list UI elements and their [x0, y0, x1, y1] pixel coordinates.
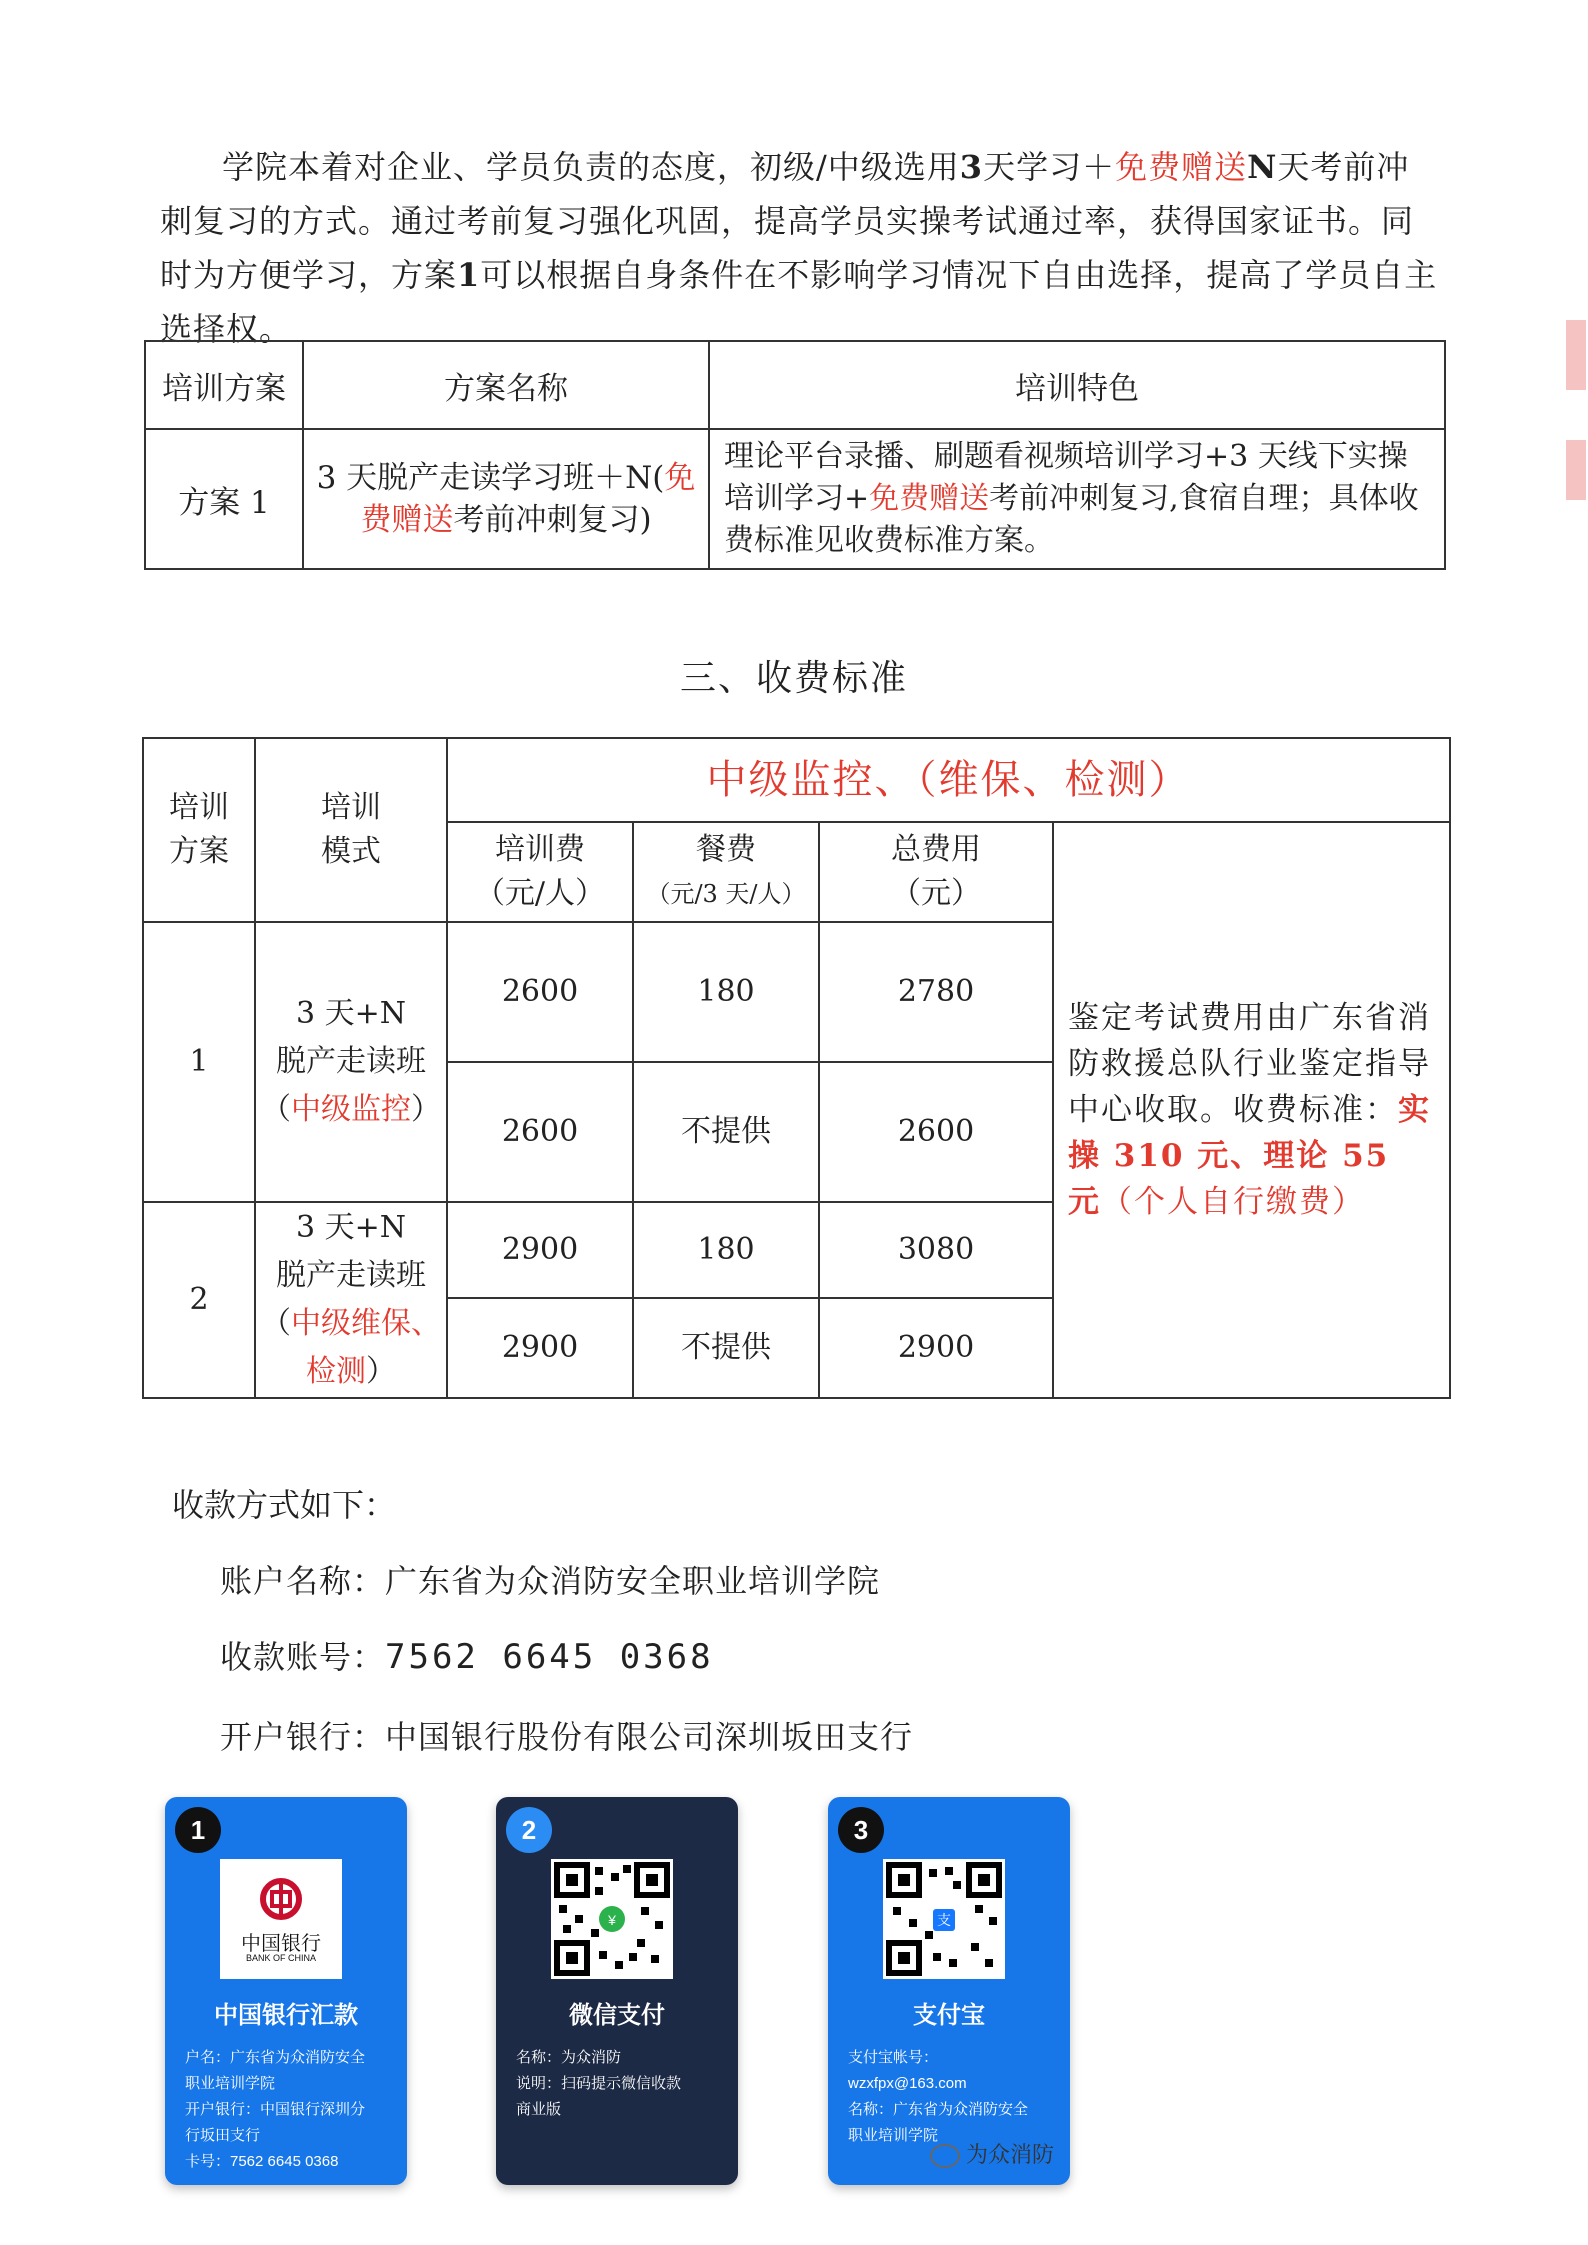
card-number-badge: 2: [506, 1807, 552, 1853]
card-number-badge: 1: [175, 1807, 221, 1853]
card-title: 中国银行汇款: [214, 2002, 358, 2029]
plan-table: [144, 340, 1446, 570]
fee-group-title: 中级监控、（维保、检测）: [447, 738, 1450, 822]
fee-row-plan: 1: [143, 922, 255, 1202]
svg-text:¥: ¥: [608, 1912, 616, 1928]
intro-text: 可以根据自身条件在不影响学习情况下自由选择，提高了学员自主选择权。: [160, 256, 1438, 348]
meal-cell: 180: [633, 1202, 819, 1298]
alipay-card: [828, 1797, 1070, 2185]
total-cell: 3080: [819, 1202, 1053, 1298]
fee-header-mode: 培训模式: [255, 738, 447, 922]
card-number-badge: 3: [838, 1807, 884, 1853]
plan-name-text: 考前冲刺复习): [453, 502, 652, 538]
fee-row-plan: 2: [143, 1202, 255, 1398]
intro-paragraph: [160, 140, 1440, 356]
section-title: 三、收费标准: [679, 658, 908, 699]
plan-feature-cell: [709, 429, 1445, 569]
meal-cell: 不提供: [633, 1062, 819, 1202]
account-name-line: 账户名称：广东省为众消防安全职业培训学院: [220, 1562, 881, 1600]
fee-row-mode: 3 天+N 脱产走读班 （中级监控）: [255, 922, 447, 1202]
fee-cell: 2900: [447, 1202, 633, 1298]
card-title: 支付宝: [913, 2002, 985, 2029]
plan-feature-text: 考前冲刺复习,食宿自理；具体收费标准见收费标准方案。: [724, 481, 1419, 558]
plan-feature-text: 理论平台录播、刷题看视频培训学习+3 天线下实操培训学习+: [724, 439, 1408, 516]
intro-text: N: [1247, 148, 1278, 186]
fee-table: [142, 737, 1451, 1399]
intro-text: 学院本着对企业、学员负责的态度，初级/中级选用: [222, 148, 960, 186]
card-title: 微信支付: [569, 2002, 665, 2029]
account-number-line: 收款账号：7562 6645 0368: [220, 1637, 714, 1677]
svg-text:支: 支: [937, 1912, 951, 1928]
fee-header-plan: 培训方案: [143, 738, 255, 922]
meal-cell: 180: [633, 922, 819, 1062]
fee-cell: 2600: [447, 1062, 633, 1202]
plan-feature-highlight: 免费赠送: [869, 481, 990, 516]
wechat-icon: [930, 2144, 960, 2168]
bank-transfer-card: [165, 1797, 407, 2185]
plan-name-text: 3 天脱产走读学习班＋N(: [316, 460, 665, 496]
fee-row-mode: 3 天+N 脱产走读班 （中级维保、检测）: [255, 1202, 447, 1398]
wechat-watermark: 为众消防: [930, 2138, 1054, 2169]
total-cell: 2900: [819, 1298, 1053, 1398]
total-cell: 2780: [819, 922, 1053, 1062]
total-cell: 2600: [819, 1062, 1053, 1202]
alipay-qr-code-icon: [883, 1859, 1005, 1979]
fee-cell: 2600: [447, 922, 633, 1062]
intro-text: 1: [457, 256, 481, 294]
plan-name-highlight: 免费赠送: [360, 460, 696, 538]
plan-table-header: 培训方案: [145, 341, 303, 429]
intro-text: 天考前冲刺复习的方式。通过考前复习强化巩固，提高学员实操考试通过率，获得国家证书。同时为方便学习，方案: [160, 148, 1415, 294]
fee-header-meal: 餐费 （元/3 天/人）: [633, 822, 819, 922]
intro-text: 3: [959, 148, 984, 186]
fee-cell: 2900: [447, 1298, 633, 1398]
fee-header-fee: 培训费 （元/人）: [447, 822, 633, 922]
fee-note: 鉴定考试费用由广东省消防救援总队行业鉴定指导中心收取。收费标准：实操 310 元、理论 55 元（个人自行缴费）: [1053, 822, 1450, 1398]
plan-name-cell: [303, 429, 709, 569]
stamp-fragment: [1566, 320, 1586, 390]
plan-table-header: 培训特色: [709, 341, 1445, 429]
bank-line: 开户银行：中国银行股份有限公司深圳坂田支行: [220, 1718, 914, 1756]
intro-text: 天学习＋: [983, 148, 1116, 186]
plan-cell: 方案 1: [145, 429, 303, 569]
stamp-fragment: [1566, 440, 1586, 500]
card-info: 户名：广东省为众消防安全 职业培训学院 开户银行：中国银行深圳分 行坂田支行 卡号：7562 6645 0368: [185, 2049, 366, 2170]
wechat-qr-code-icon: [551, 1859, 673, 1979]
intro-highlight: 免费赠送: [1115, 148, 1248, 186]
card-info: 支付宝帐号： wzxfpx@163.com 名称：广东省为众消防安全 职业培训学院: [848, 2049, 1029, 2144]
plan-table-header: 方案名称: [303, 341, 709, 429]
card-info: 名称：为众消防 说明：扫码提示微信收款 商业版: [516, 2049, 682, 2118]
bank-of-china-logo: 中国银行 BANK OF CHINA: [220, 1859, 342, 1979]
meal-cell: 不提供: [633, 1298, 819, 1398]
wechat-pay-card: [496, 1797, 738, 2185]
fee-header-total: 总费用 （元）: [819, 822, 1053, 922]
payment-heading: 收款方式如下：: [172, 1486, 397, 1524]
